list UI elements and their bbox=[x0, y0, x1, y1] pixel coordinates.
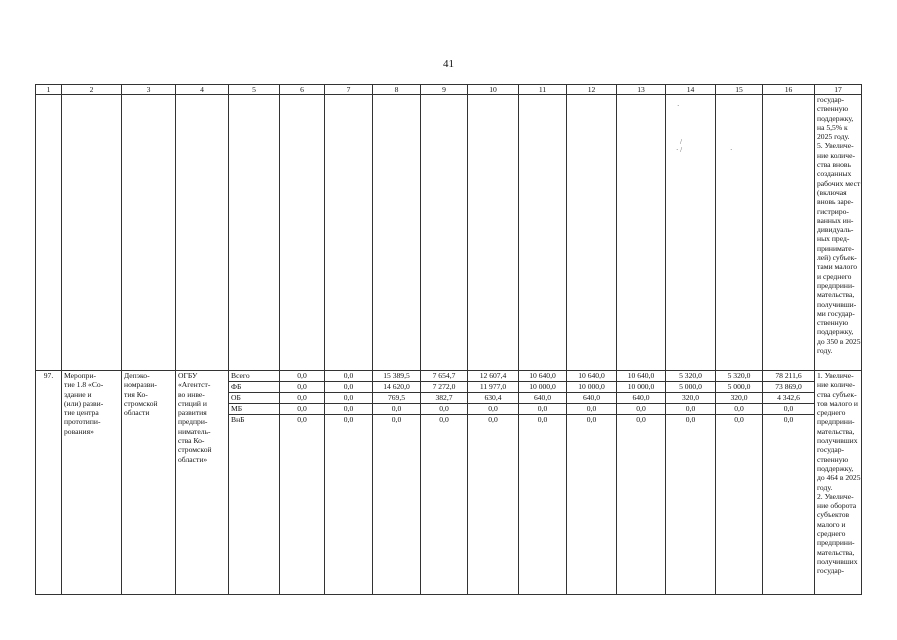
text-line: государ- bbox=[817, 95, 845, 104]
text-line: тие 1.8 «Со- bbox=[64, 380, 104, 390]
column-number: 15 bbox=[716, 85, 763, 95]
column-number: 3 bbox=[122, 85, 176, 95]
text-line: ние количе- bbox=[817, 380, 855, 390]
text-line: предприни- bbox=[817, 417, 855, 427]
text-line: году. bbox=[817, 482, 833, 492]
value-cell: 11 977,0 bbox=[468, 382, 518, 393]
text-line: вновь заре- bbox=[817, 197, 854, 207]
text-line: и среднего bbox=[817, 271, 852, 281]
value-cell: 0,0 bbox=[280, 382, 324, 393]
value-cell: 0,0 bbox=[488, 415, 498, 424]
values-col-11 bbox=[519, 371, 567, 595]
values-col-15 bbox=[716, 371, 763, 595]
empty-cell bbox=[280, 95, 325, 371]
value-cell: 0,0 bbox=[537, 415, 548, 424]
text-line: во инве- bbox=[178, 389, 205, 399]
empty-cell bbox=[716, 95, 763, 371]
empty-cell bbox=[229, 95, 280, 371]
value-cell: 5 320,0 bbox=[666, 371, 715, 382]
value-cell: 0,0 bbox=[421, 404, 467, 415]
text-line: до 350 в 2025 bbox=[817, 336, 861, 346]
text-line: (или) разви- bbox=[64, 398, 104, 408]
text-line: дивидуаль- bbox=[817, 225, 854, 235]
value-cell: 769,5 bbox=[373, 393, 420, 404]
text-line: принимате- bbox=[817, 243, 855, 253]
text-line: тами малого bbox=[817, 262, 858, 272]
text-line: тов малого и bbox=[817, 398, 858, 408]
scan-mark: · bbox=[730, 146, 733, 154]
responsible-department bbox=[122, 371, 176, 595]
text-line: поддержку, bbox=[817, 463, 854, 473]
empty-cell bbox=[325, 95, 373, 371]
value-cell: 0,0 bbox=[716, 404, 762, 415]
values-col-9 bbox=[421, 371, 468, 595]
value-cell: 0,0 bbox=[763, 404, 814, 415]
text-line: предпри- bbox=[178, 417, 208, 427]
text-line: тия Ко- bbox=[124, 389, 148, 399]
value-cell: 15 389,5 bbox=[373, 371, 420, 382]
row-number: 97. bbox=[36, 371, 62, 595]
event-name bbox=[62, 371, 122, 595]
value-cell: 0,0 bbox=[391, 415, 402, 424]
text-line: предприни- bbox=[817, 538, 855, 548]
value-cell: 0,0 bbox=[297, 415, 307, 424]
value-cell: 0,0 bbox=[783, 415, 794, 424]
text-line: области bbox=[124, 408, 150, 418]
text-line: здание и bbox=[64, 389, 92, 399]
text-line: стромской bbox=[178, 445, 212, 455]
value-cell: 10 000,0 bbox=[519, 382, 566, 393]
continuation-row bbox=[36, 95, 862, 371]
column-number: 1 bbox=[36, 85, 62, 95]
value-cell: 7 654,7 bbox=[421, 371, 467, 382]
text-line: ных пред- bbox=[817, 234, 850, 244]
scan-mark: / bbox=[680, 138, 682, 146]
value-cell: 10 640,0 bbox=[617, 371, 665, 382]
text-line: ства субъек- bbox=[817, 389, 857, 399]
value-cell: 0,0 bbox=[519, 404, 566, 415]
text-line: ние количе- bbox=[817, 150, 855, 160]
text-line: мательства, bbox=[817, 290, 855, 300]
source-federal: ФБ bbox=[229, 382, 279, 393]
source-extrabudgetary: ВнБ bbox=[231, 415, 245, 424]
scan-mark: · / bbox=[676, 146, 683, 154]
text-line: поддержку, bbox=[817, 113, 854, 123]
value-cell: 0,0 bbox=[468, 404, 518, 415]
text-line: государ- bbox=[817, 445, 845, 455]
value-cell: 5 000,0 bbox=[716, 382, 762, 393]
text-line: ственную bbox=[817, 104, 849, 114]
values-col-12 bbox=[567, 371, 617, 595]
value-cell: 10 000,0 bbox=[617, 382, 665, 393]
text-line: получивших bbox=[817, 436, 858, 446]
column-number: 6 bbox=[280, 85, 325, 95]
text-line: мательства, bbox=[817, 547, 855, 557]
value-cell: 7 272,0 bbox=[421, 382, 467, 393]
value-cell: 73 869,0 bbox=[763, 382, 814, 393]
table-row-97 bbox=[36, 371, 862, 595]
value-cell: 0,0 bbox=[280, 393, 324, 404]
text-line: развития bbox=[178, 408, 207, 418]
funding-sources bbox=[229, 371, 280, 595]
text-line: получивши- bbox=[817, 299, 857, 309]
column-number: 4 bbox=[176, 85, 229, 95]
executor bbox=[176, 371, 229, 595]
scan-mark: · bbox=[677, 102, 680, 110]
value-cell: 0,0 bbox=[325, 382, 372, 393]
text-line: 5. Увеличе- bbox=[817, 141, 854, 151]
text-line: году. bbox=[817, 346, 833, 356]
text-line: стромской bbox=[124, 398, 158, 408]
text-line: ниматель- bbox=[178, 426, 211, 436]
page-number: 41 bbox=[443, 58, 454, 70]
values-col-7 bbox=[325, 371, 373, 595]
value-cell: 0,0 bbox=[617, 404, 665, 415]
text-line: тие центра bbox=[64, 408, 99, 418]
text-line: субъектов bbox=[817, 510, 850, 520]
value-cell: 0,0 bbox=[373, 404, 420, 415]
text-line: прототипи- bbox=[64, 417, 101, 427]
column-number: 12 bbox=[567, 85, 617, 95]
text-line: области» bbox=[178, 454, 208, 464]
column-number: 2 bbox=[62, 85, 122, 95]
empty-cell bbox=[176, 95, 229, 371]
value-cell: 0,0 bbox=[325, 404, 372, 415]
value-cell: 14 620,0 bbox=[373, 382, 420, 393]
value-cell: 0,0 bbox=[280, 371, 324, 382]
empty-cell bbox=[763, 95, 815, 371]
value-cell: 0,0 bbox=[734, 415, 744, 424]
text-line: ми государ- bbox=[817, 308, 855, 318]
text-line: мательства, bbox=[817, 426, 855, 436]
value-cell: 0,0 bbox=[666, 404, 715, 415]
value-cell: 0,0 bbox=[325, 393, 372, 404]
empty-cell bbox=[421, 95, 468, 371]
value-cell: 382,7 bbox=[421, 393, 467, 404]
text-line: среднего bbox=[817, 529, 846, 539]
text-line: ние оборота bbox=[817, 501, 857, 511]
source-regional: ОБ bbox=[229, 393, 279, 404]
value-cell: 0,0 bbox=[439, 415, 449, 424]
value-cell: 12 607,4 bbox=[468, 371, 518, 382]
text-line: рабочих мест bbox=[817, 178, 861, 188]
text-line: гистриро- bbox=[817, 206, 849, 216]
column-number: 10 bbox=[468, 85, 519, 95]
text-line: номразви- bbox=[124, 380, 157, 390]
text-line: стиций и bbox=[178, 398, 207, 408]
value-cell: 78 211,6 bbox=[763, 371, 814, 382]
empty-cell bbox=[373, 95, 421, 371]
text-line: Депэко- bbox=[124, 371, 150, 380]
text-line: ственную bbox=[817, 454, 849, 464]
text-line: «Агентст- bbox=[178, 380, 211, 390]
value-cell: 0,0 bbox=[280, 404, 324, 415]
empty-cell bbox=[468, 95, 519, 371]
text-line: лей) субъек- bbox=[817, 253, 857, 263]
value-cell: 320,0 bbox=[666, 393, 715, 404]
text-line: государ- bbox=[817, 566, 845, 576]
value-cell: 630,4 bbox=[468, 393, 518, 404]
empty-cell bbox=[122, 95, 176, 371]
text-line: 1. Увеличе- bbox=[817, 371, 854, 380]
values-col-10 bbox=[468, 371, 519, 595]
text-line: получивших bbox=[817, 556, 858, 566]
column-number: 13 bbox=[617, 85, 666, 95]
empty-cell bbox=[567, 95, 617, 371]
column-number-row bbox=[36, 85, 862, 95]
text-line: ванных ин- bbox=[817, 215, 854, 225]
text-line: среднего bbox=[817, 408, 846, 418]
values-col-14 bbox=[666, 371, 716, 595]
empty-cell bbox=[36, 95, 62, 371]
text-line: малого и bbox=[817, 519, 846, 529]
value-cell: 5 320,0 bbox=[716, 371, 762, 382]
text-line: созданных bbox=[817, 169, 852, 179]
value-cell: 5 000,0 bbox=[666, 382, 715, 393]
empty-cell bbox=[62, 95, 122, 371]
value-cell: 0,0 bbox=[586, 415, 597, 424]
values-col-8 bbox=[373, 371, 421, 595]
text-line: на 5,5% к bbox=[817, 122, 848, 132]
value-cell: 640,0 bbox=[617, 393, 665, 404]
value-cell: 640,0 bbox=[567, 393, 616, 404]
text-line: предприни- bbox=[817, 280, 855, 290]
value-cell: 0,0 bbox=[567, 404, 616, 415]
text-line: (включая bbox=[817, 187, 847, 197]
text-line: ства Ко- bbox=[178, 436, 205, 446]
text-line: поддержку, bbox=[817, 327, 854, 337]
column-number: 9 bbox=[421, 85, 468, 95]
values-col-6 bbox=[280, 371, 325, 595]
text-line: до 464 в 2025 bbox=[817, 473, 861, 483]
text-line: ОГБУ bbox=[178, 371, 198, 380]
value-cell: 0,0 bbox=[325, 371, 372, 382]
value-cell: 4 342,6 bbox=[763, 393, 814, 404]
value-cell: 0,0 bbox=[636, 415, 646, 424]
value-cell: 10 000,0 bbox=[567, 382, 616, 393]
column-number: 14 bbox=[666, 85, 716, 95]
value-cell: 10 640,0 bbox=[519, 371, 566, 382]
text-line: Меропри- bbox=[64, 371, 97, 380]
values-col-16-total bbox=[763, 371, 815, 595]
column-number: 8 bbox=[373, 85, 421, 95]
empty-cell bbox=[617, 95, 666, 371]
source-municipal: МБ bbox=[229, 404, 279, 415]
program-table bbox=[35, 84, 862, 595]
text-line: ственную bbox=[817, 318, 849, 328]
text-line: 2. Увеличе- bbox=[817, 491, 854, 501]
value-cell: 0,0 bbox=[685, 415, 696, 424]
column-number: 17 bbox=[815, 85, 862, 95]
text-line: ства вновь bbox=[817, 160, 851, 170]
value-cell: 0,0 bbox=[343, 415, 354, 424]
empty-cell bbox=[519, 95, 567, 371]
continuation-result-text bbox=[815, 95, 862, 371]
column-number: 11 bbox=[519, 85, 567, 95]
value-cell: 640,0 bbox=[519, 393, 566, 404]
column-number: 16 bbox=[763, 85, 815, 95]
value-cell: 10 640,0 bbox=[567, 371, 616, 382]
text-line: 2025 году. bbox=[817, 132, 850, 142]
expected-result bbox=[815, 371, 862, 595]
empty-cell bbox=[666, 95, 716, 371]
column-number: 7 bbox=[325, 85, 373, 95]
text-line: рования» bbox=[64, 426, 94, 436]
value-cell: 320,0 bbox=[716, 393, 762, 404]
values-col-13 bbox=[617, 371, 666, 595]
column-number: 5 bbox=[229, 85, 280, 95]
source-total: Всего bbox=[229, 371, 279, 382]
